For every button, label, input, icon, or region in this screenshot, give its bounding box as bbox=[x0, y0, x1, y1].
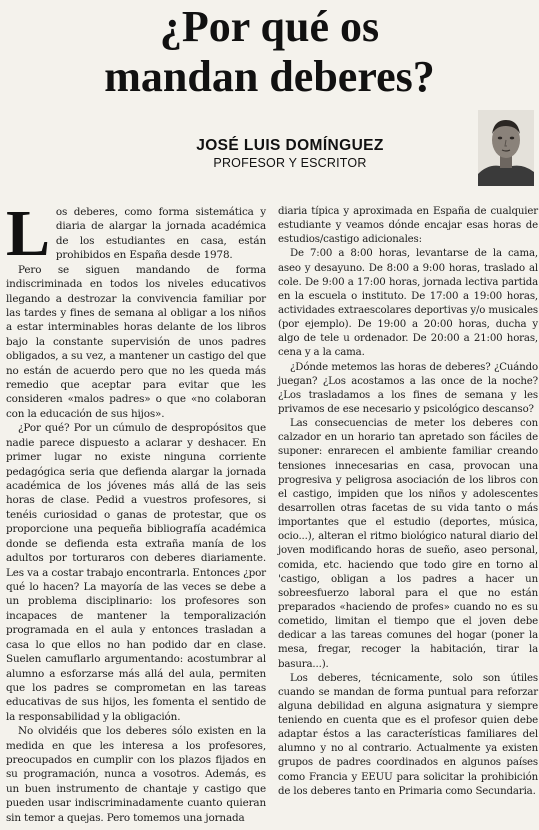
headline-line-1: ¿Por qué os bbox=[159, 2, 380, 51]
author-photo bbox=[478, 110, 534, 186]
headline-line-2: mandan deberes? bbox=[104, 52, 435, 101]
drop-cap: L bbox=[6, 197, 50, 270]
paragraph: Pero se siguen mandando de forma indiscriminada en todos los niveles educativos llegando a destrozar la convivencia familiar por las tardes y fines de semana al obligar a los niños a estar interminables horas delante de los libros bajo la constante supervisión de unos padres obligados, a su vez, a mantener un castigo del que no están de acuerdo pero que no les queda más remedio que aceptar para evitar que les consideren «malos padres» o que «no colaboran con la educación de sus hijos». bbox=[6, 263, 266, 420]
paragraph: Los deberes, técnicamente, solo son útiles cuando se mandan de forma puntual para reforzar alguna debilidad en alguna asignatura y siempre teniendo en cuenta que es el profesor quien debe adaptar éstos a las características familiares del alumno y no al contrario. Actualmente ya existen grupos de padres coordinados en algunos países como Francia y EEUU para solicitar la prohibición de los deberes tanto en Primaria como Secundaria. bbox=[278, 672, 538, 797]
paragraph: diaria típica y aproximada en España de cualquier estudiante y veamos dónde encajar esas horas de estudios/castigo adicionales: bbox=[278, 206, 538, 246]
author-role: PROFESOR Y ESCRITOR bbox=[213, 156, 367, 170]
headline bbox=[0, 2, 539, 102]
paragraph: Los deberes, como forma sistemática y diaria de alargar la jornada académica de los estudiantes en casa, están prohibidos en España desde 1978. bbox=[6, 197, 266, 270]
paragraph: ¿Dónde metemos las horas de deberes? ¿Cuándo juegan? ¿Los acostamos a las once de la noche? ¿Los trasladamos a los fines de semana y les privamos de ese necesario y psicológico descanso? bbox=[278, 361, 538, 415]
article-column-left bbox=[6, 197, 266, 825]
paragraph: ¿Por qué? Por un cúmulo de despropósitos que nadie parece dispuesto a aclarar y deshacer. En primer lugar no existe ninguna corriente pedagógica seria que defienda alargar la jornada académica de los jóvenes más allá de las seis horas de clase. Pedid a vuestros profesores, si tenéis curiosidad o ganas de protestar, que os proporcione una pequeña bibliografía académica donde se defienda esta extraña manía de los adultos por torturaros con deberes diariamente. Les va a costar trabajo encontrarla. Entonces ¿por qué lo hacen? La mayoría de las veces se debe a un problema disciplinario: los profesores son incapaces de mantener la temporalización programada en el aula y entonces trasladan a casa lo que ellos no han podido dar en clase. Suelen camuflarlo argumentando: acostumbrar al alumno a esforzarse más allá del aula, permiten que los padres se comprometan en las tareas educativas de sus hijos, les fomenta el sentido de la responsabilidad y la obligación. bbox=[6, 422, 266, 723]
article-column-right bbox=[278, 205, 538, 799]
byline bbox=[150, 137, 430, 170]
paragraph: De 7:00 a 8:00 horas, levantarse de la cama, aseo y desayuno. De 8:00 a 9:00 horas, traslado al cole. De 9:00 a 17:00 horas, jornada lectiva partida en la escuela o instituto. De 17:00 a 19:00 horas, actividades extraescolares deportivas y/o musicales (por ejemplo). De 19:00 a 20:00 horas, ducha y algo de tele u ordenador. De 20:00 a 21:00 horas, cena y a la cama. bbox=[278, 248, 538, 359]
paragraph: Las consecuencias de meter los deberes con calzador en un horario tan apretado son fáciles de suponer: enrarecen el ambiente familiar creando tensiones innecesarias en casa, provocan una progresiva y peligrosa asociación de los libros con el castigo, impiden que los niños y adolescentes desarrollen otras facetas de su vida tanto o más importantes que el estudio (deportes, música, ocio...), alteran el ritmo biológico natural diario del joven modificando horas de sueño, aseo personal, comida, etc. haciendo que todo gire en torno al 'castigo, obligan a los padres a hacer un sobreesfuerzo laboral para el que no están preparados «haciendo de profes» cuando no es su cometido, limitan el tiempo que el joven debe dedicar a las tareas comunes del hogar (poner la mesa, fregar, recoger la habitación, tirar la basura...). bbox=[278, 418, 538, 670]
author-name: JOSÉ LUIS DOMÍNGUEZ bbox=[196, 137, 384, 154]
paragraph: No olvidéis que los deberes sólo existen en la medida en que les interesa a los profesores, preocupados en cumplir con los plazos fijados en su programación, nunca a vosotros. Además, es un buen instrumento de chantaje y castigo que pueden usar indiscriminadamente cuanto quieran sin temor a quejas. Pero tomemos una jornada bbox=[6, 725, 266, 824]
